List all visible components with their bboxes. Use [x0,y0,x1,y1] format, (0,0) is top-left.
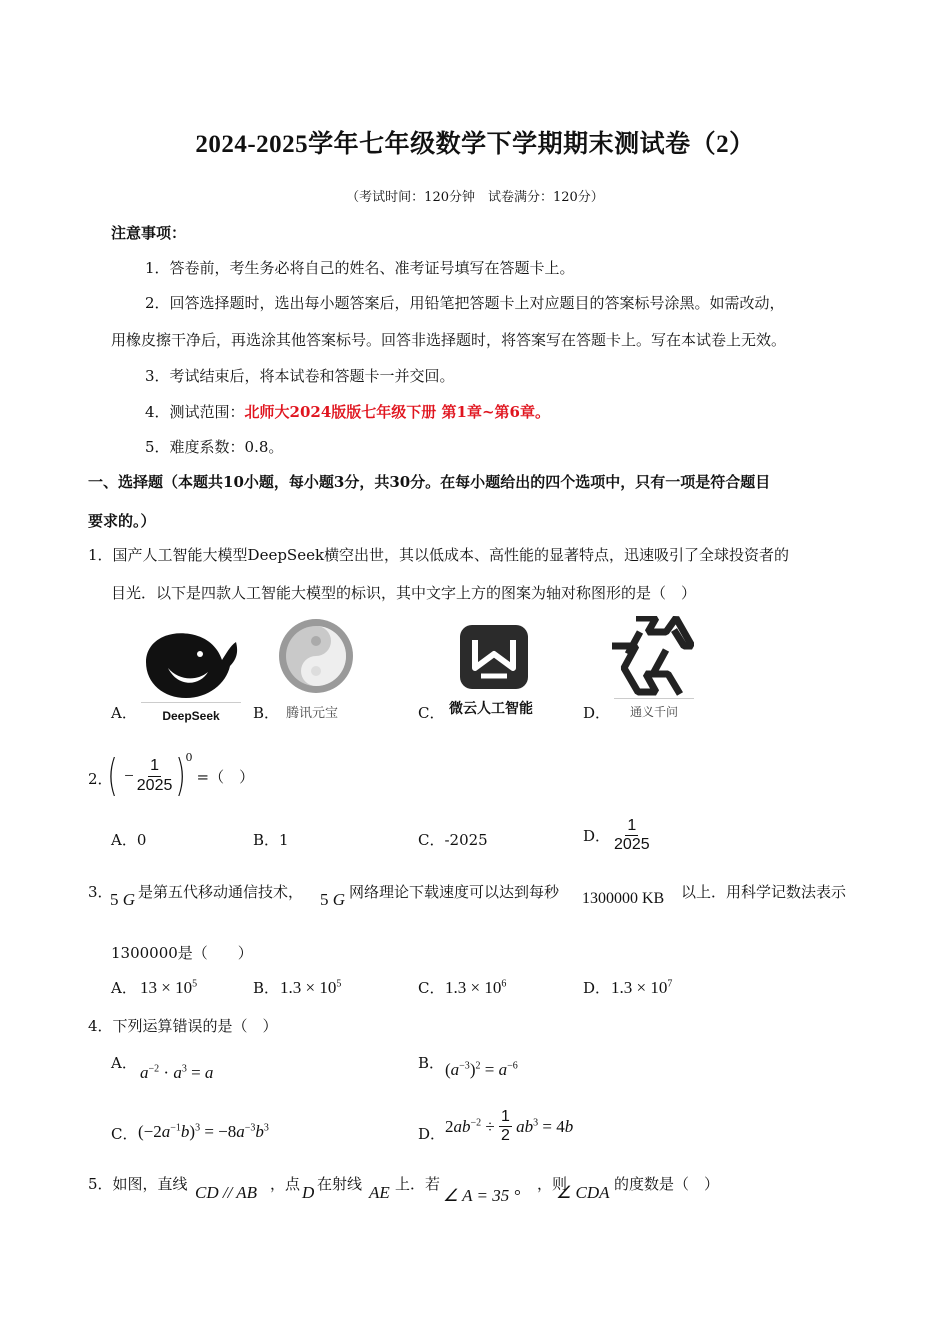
q5-text-2: ，点 [270,1175,301,1193]
q4-option-d-expr[interactable]: $2ab^{-2}$ ÷ $\frac{1}{2}$ $ab^3 = 4b$ [445,1108,574,1145]
q2-denominator: 2025 [136,776,173,794]
q2-option-d[interactable] [583,817,650,855]
q2-expression [104,747,254,805]
q4-option-b-expr[interactable]: $(a^{-3})^2 = a^{-6}$ [445,1060,518,1079]
q5-text-1: 5．如图，直线 [88,1175,188,1193]
q5-ray-ae: AE [369,1183,390,1202]
q3-5g-1: 5 G [110,890,136,909]
q2-option-d-fraction [614,817,650,855]
q2-option-c[interactable]: C．-2025 [418,831,488,849]
section-heading-line1: 一、选择题（本题共10小题，每小题3分，共30分。在每小题给出的四个选项中，只有一项是符合题目 [88,473,771,491]
section-heading-line2: 要求的。） [88,512,156,530]
tongyi-icon [610,616,694,698]
q4-option-c-label[interactable]: C． [111,1125,138,1143]
q3-option-b-value[interactable]: $1.3 \times 10^5$ [280,978,342,997]
q2-option-d-numerator: 1 [625,817,638,836]
note-5: 5．难度系数：0.8。 [145,438,284,456]
q1-option-d-label[interactable]: D． [583,704,611,722]
q1-option-b-caption: 腾讯元宝 [286,706,339,721]
q3-text-1: 是第五代移动通信技术， [138,883,304,901]
q3-text-2: 网络理论下载速度可以达到每秒 [349,883,560,901]
note-1: 1．答卷前，考生务必将自己的姓名、准考证号填写在答题卡上。 [145,259,575,277]
q4-option-a-label[interactable]: A． [111,1054,137,1072]
q1-option-c-caption: 微云人工智能 [449,701,533,717]
yuanbao-icon [277,617,355,695]
note-4 [145,401,550,422]
note-4-range: 北师大2024版版七年级下册 第1章~第6章。 [244,403,550,421]
q2-minus: − [124,766,134,785]
q2-number: 2． [88,770,113,788]
exam-info: （考试时间：120分钟 试卷满分：120分） [346,190,604,205]
q5-text-5: ，则 [537,1175,568,1193]
q3-option-d-value[interactable]: $1.3 \times 10^7$ [611,978,673,997]
note-3: 3．考试结束后，将本试卷和答题卡一并交回。 [145,367,455,385]
q5-angle-a: ∠ A = 35 ° [443,1186,521,1205]
q2-option-d-denominator: 2025 [614,836,650,854]
q5-point-d: D [302,1183,315,1202]
notes-heading: 注意事项： [111,224,187,242]
q3-text-3: 以上．用科学记数法表示 [681,883,847,901]
q3-option-a-label[interactable]: A． [111,979,137,997]
q1-option-b-label[interactable]: B． [253,704,280,722]
q3-number: 3． [88,883,113,901]
q5-text-4: 上．若 [395,1175,441,1193]
q5-text-3: 在射线 [317,1175,363,1193]
q3-option-b-label[interactable]: B． [253,979,280,997]
q4-option-b-label[interactable]: B． [418,1054,445,1072]
q5-parallel-lines: CD // AB [195,1183,258,1202]
q2-exponent: 0 [185,751,193,764]
q5-angle-cda: ∠ CDA [556,1183,610,1202]
q4-option-d-label[interactable]: D． [418,1125,446,1143]
q2-fraction [137,757,173,795]
q3-option-d-label[interactable]: D． [583,979,611,997]
q4-option-a-expr[interactable]: $a^{-2} \cdot a^3 = a$ [140,1063,214,1082]
q3-5g-2: 5 G [320,890,346,909]
q3-option-a-value[interactable]: $13 \times 10^5$ [140,978,198,997]
q2-option-a[interactable]: A．0 [111,831,147,849]
weiyun-icon [459,624,529,690]
q1-option-a-label[interactable]: A． [111,704,137,722]
page-title: 2024-2025学年七年级数学下学期期末测试卷（2） [195,131,755,158]
q2-option-d-label: D． [583,827,611,846]
note-2b: 用橡皮擦干净后，再选涂其他答案标号。回答非选择题时，将答案写在答题卡上。写在本试卷上无效。 [111,331,787,349]
q4-option-c-expr[interactable]: $(-2a^{-1}b)^3 = -8a^{-3}b^3$ [138,1122,269,1141]
q5-text-6: 的度数是（ ） [614,1175,720,1193]
q3-line2: 1300000是（ ） [111,944,253,962]
q2-left-paren: ( [107,750,118,801]
q3-option-c-value[interactable]: $1.3 \times 10^6$ [445,978,507,997]
q2-tail: =（ ） [196,767,255,786]
q3-speed: 1300000 KB [582,890,665,907]
deepseek-whale-icon [138,624,242,704]
note-2a: 2．回答选择题时，选出每小题答案后，用铅笔把答题卡上对应题目的答案标号涂黑。如需改动， [145,294,785,312]
q1-option-a-caption: DeepSeek [141,702,241,724]
q1-line1: 1．国产人工智能大模型DeepSeek横空出世，其以低成本、高性能的显著特点，迅速吸引了全球投资者的 [88,546,790,564]
note-4-prefix: 4．测试范围： [145,403,245,421]
q2-option-b[interactable]: B．1 [253,831,289,849]
q2-numerator: 1 [148,757,161,776]
q1-option-c-label[interactable]: C． [418,704,445,722]
q1-option-d-caption: 通义千问 [614,698,694,720]
q1-line2: 目光．以下是四款人工智能大模型的标识，其中文字上方的图案为轴对称图形的是（ ） [111,584,697,602]
q4-stem: 4．下列运算错误的是（ ） [88,1017,278,1035]
q2-right-paren: ) [175,750,187,801]
q3-option-c-label[interactable]: C． [418,979,445,997]
